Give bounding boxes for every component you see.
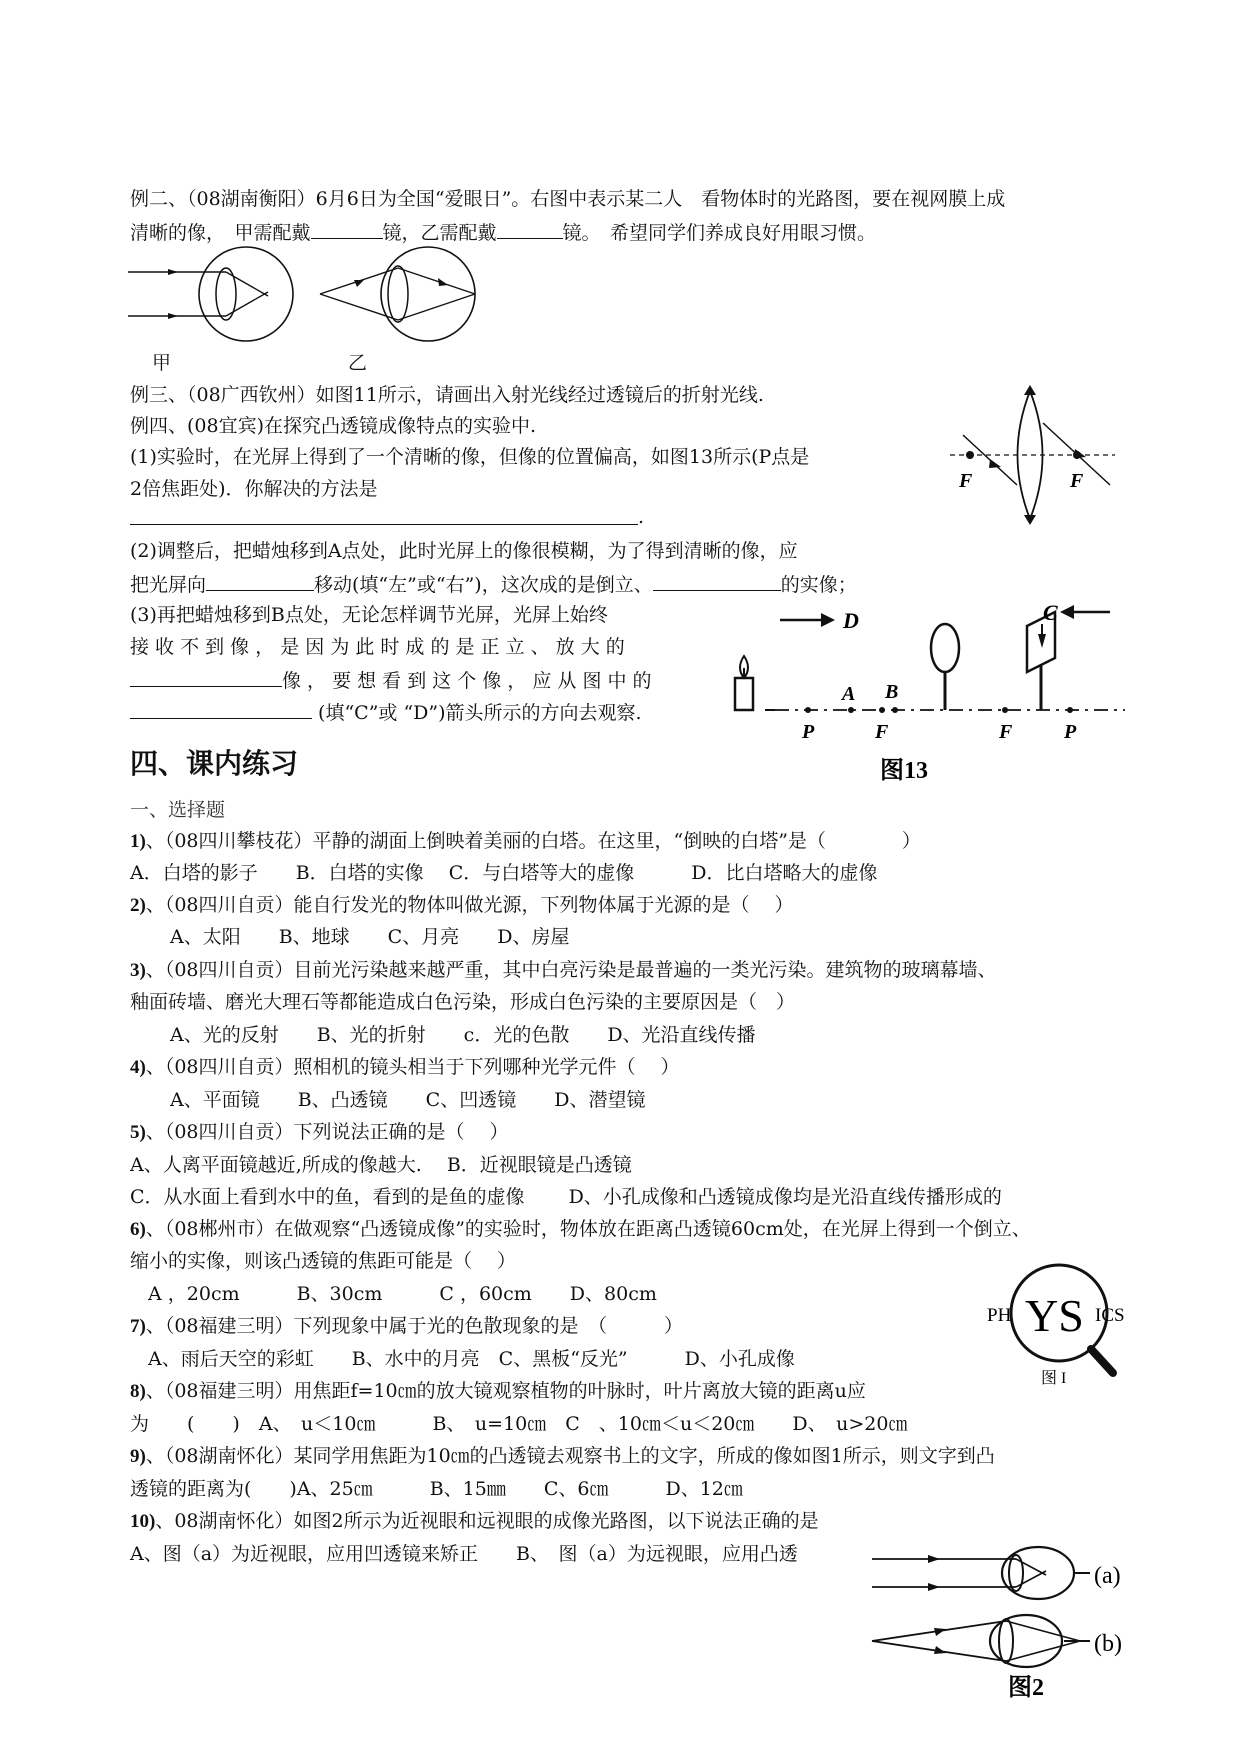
eye-jia	[128, 247, 293, 341]
eye-b	[872, 1615, 1090, 1667]
figure-1-caption: 图 I	[1041, 1370, 1067, 1387]
label-p-left: P	[802, 721, 815, 743]
fig1-text-right: ICS	[1095, 1305, 1125, 1326]
ex4-line2: (1)实验时，在光屏上得到了一个清晰的像，但像的位置偏高，如图13所示(P点是	[130, 446, 810, 468]
q4-text: 、（08四川自贡）照相机的镜头相当于下列哪种光学元件（ ）	[145, 1056, 680, 1078]
answer-blank-image-type[interactable]	[653, 570, 781, 591]
blank-end-dot: .	[638, 506, 645, 528]
arrow-c	[1060, 605, 1110, 619]
q2-options[interactable]: A、太阳 B、地球 C、月亮 D、房屋	[170, 926, 570, 948]
ex4-line9	[130, 698, 642, 726]
section-subtitle: 一、选择题	[130, 799, 226, 821]
fig1-text-mid: YS	[1025, 1290, 1084, 1341]
q10-number: 10)	[130, 1511, 156, 1532]
ex3-line1: 例三、（08广西钦州）如图11所示，请画出入射光线经过透镜后的折射光线.	[130, 384, 764, 406]
ex2-text-a: 清晰的像， 甲需配戴	[130, 222, 311, 244]
ex4-line6: (3)再把蜡烛移到B点处，无论怎样调节光屏，光屏上始终	[130, 604, 608, 626]
q6-number: 6)	[130, 1219, 146, 1240]
q7-number: 7)	[130, 1316, 146, 1337]
figure-13	[715, 598, 1135, 788]
q5-options-1[interactable]: A、人离平面镜越近,所成的像越大. B．近视眼镜是凸透镜	[130, 1154, 632, 1176]
fig1-text-left: PH	[987, 1305, 1012, 1326]
figure-2-caption: 图2	[1008, 1675, 1044, 1701]
question-5	[130, 1119, 509, 1146]
f-label-right: F	[1070, 470, 1084, 492]
q3-text-2: 釉面砖墙、磨光大理石等都能造成白色污染，形成白色污染的主要原因是（ ）	[130, 991, 796, 1013]
q5-number: 5)	[130, 1122, 146, 1143]
ex2-text-c: 镜。 希望同学们养成良好用眼习惯。	[562, 222, 877, 244]
ex4-line4: (2)调整后，把蜡烛移到A点处，此时光屏上的像很模糊，为了得到清晰的像，应	[130, 540, 798, 562]
answer-blank-method[interactable]	[130, 508, 638, 525]
ex2-text-b: 镜，乙需配戴	[382, 222, 497, 244]
q4-number: 4)	[130, 1057, 146, 1078]
ex4-line3: 2倍焦距处)．你解决的方法是	[130, 478, 378, 500]
ex4-l8-text: 像 ， 要 想 看 到 这 个 像 ， 应 从 图 中 的	[282, 670, 652, 692]
ex4-l5-b: 移动(填“左”或“右”)，这次成的是倒立、	[314, 574, 653, 596]
question-10	[130, 1508, 819, 1535]
label-a: A	[842, 683, 856, 705]
q4-options[interactable]: A、平面镜 B、凸透镜 C、凹透镜 D、潜望镜	[170, 1089, 646, 1111]
fig2-label-a: (a)	[1094, 1563, 1121, 1589]
q6-options[interactable]: A ，20cm B、30cm C ，60cm D、80cm	[148, 1283, 657, 1305]
ex4-line1: 例四、(08宜宾)在探究凸透镜成像特点的实验中.	[130, 415, 537, 437]
light-screen	[1027, 612, 1055, 710]
ex4-l5-a: 把光屏向	[130, 574, 207, 596]
q1-text: 、（08四川攀枝花）平静的湖面上倒映着美丽的白塔。在这里，“倒映的白塔”是（ ）	[145, 830, 921, 852]
q1-number: 1)	[130, 831, 146, 852]
q9-text: 、（08湖南怀化）某同学用焦距为10㎝的凸透镜去观察书上的文字，所成的像如图1所示，则文字到凸	[145, 1445, 995, 1467]
convex-lens-shape	[1018, 391, 1043, 519]
eye-yi-figure	[318, 240, 518, 360]
q6-text-2: 缩小的实像，则该凸透镜的焦距可能是（ ）	[130, 1250, 517, 1272]
figure-13-caption: 图13	[880, 758, 928, 784]
label-d: D	[843, 608, 859, 633]
q10-text: 、08湖南怀化）如图2所示为近视眼和远视眼的成像光路图，以下说法正确的是	[155, 1510, 819, 1532]
eye-yi	[320, 247, 475, 341]
q10-options[interactable]: A、图（a）为近视眼，应用凹透镜来矫正 B、 图（a）为远视眼，应用凸透	[130, 1543, 798, 1565]
q5-options-2[interactable]: C．从水面上看到水中的鱼，看到的是鱼的虚像 D、小孔成像和凸透镜成像均是光沿直线传播形成的	[130, 1186, 1002, 1208]
label-yi: 乙	[348, 352, 368, 374]
section-title: 四、课内练习	[130, 747, 299, 780]
q1-options[interactable]: A．白塔的影子 B．白塔的实像 C．与白塔等大的虚像 D．比白塔略大的虚像	[130, 862, 878, 884]
ex2-line1: 例二、（08湖南衡阳）6月6日为全国“爱眼日”。右图中表示某二人 看物体时的光路图，要在视网膜上成	[130, 188, 1006, 210]
arrow-d	[780, 613, 835, 627]
label-b: B	[885, 681, 899, 703]
ex4-line5	[130, 570, 857, 598]
question-6	[130, 1216, 1031, 1243]
ex4-line7: 接 收 不 到 像 ， 是 因 为 此 时 成 的 是 正 立 、 放 大 的	[130, 636, 625, 658]
candle	[735, 656, 753, 710]
question-8	[130, 1378, 866, 1405]
figure-1-magnifier	[985, 1255, 1135, 1390]
label-jia: 甲	[152, 352, 172, 374]
question-1	[130, 828, 921, 855]
question-2	[130, 892, 794, 919]
magnifier-handle	[1091, 1349, 1113, 1373]
q3-text: 、（08四川自贡）目前光污染越来越严重，其中白亮污染是最普遍的一类光污染。建筑物的玻璃幕墙、	[145, 959, 997, 981]
q7-text: 、（08福建三明）下列现象中属于光的色散现象的是 （ ）	[145, 1315, 684, 1337]
answer-blank-direction[interactable]	[206, 570, 314, 591]
q5-text: 、（08四川自贡）下列说法正确的是（ ）	[145, 1121, 509, 1143]
ex4-line8	[130, 666, 652, 694]
q3-options[interactable]: A、光的反射 B、光的折射 c．光的色散 D、光沿直线传播	[170, 1024, 756, 1046]
eye-a	[872, 1547, 1090, 1599]
q8-text: 、（08福建三明）用焦距f=10㎝的放大镜观察植物的叶脉时，叶片离放大镜的距离u应	[145, 1380, 866, 1402]
label-p-right: P	[1064, 721, 1077, 743]
question-3	[130, 957, 997, 984]
q3-number: 3)	[130, 960, 146, 981]
q8-options[interactable]: 为 ( ) A、 u＜10㎝ B、 u=10㎝ C 、10㎝＜u＜20㎝ D、 u>20㎝	[130, 1413, 908, 1435]
q8-number: 8)	[130, 1381, 146, 1402]
q6-text: 、（08郴州市）在做观察“凸透镜成像”的实验时，物体放在距离凸透镜60cm处，在光屏上得到一个倒立、	[145, 1218, 1031, 1240]
question-9	[130, 1443, 995, 1470]
lens	[931, 624, 959, 710]
q9-number: 9)	[130, 1446, 146, 1467]
label-c: C	[1043, 600, 1058, 625]
figure-2	[868, 1545, 1168, 1725]
label-f-right: F	[999, 721, 1013, 743]
question-7	[130, 1313, 683, 1340]
label-f-left: F	[875, 721, 889, 743]
ex4-l9-text: (填“C”或 “D”)箭头所示的方向去观察.	[318, 702, 642, 724]
q2-text: 、（08四川自贡）能自行发光的物体叫做光源，下列物体属于光源的是（ ）	[145, 894, 794, 916]
question-4	[130, 1054, 680, 1081]
q7-options[interactable]: A、雨后天空的彩虹 B、水中的月亮 C、黑板“反光” D、小孔成像	[148, 1348, 795, 1370]
q2-number: 2)	[130, 895, 146, 916]
lens-refraction-figure	[945, 385, 1120, 530]
f-label-left: F	[959, 470, 973, 492]
answer-blank-jia[interactable]	[311, 218, 383, 239]
answer-blank-arrow[interactable]	[130, 698, 312, 719]
answer-blank-yi[interactable]	[497, 218, 563, 239]
ex4-l5-c: 的实像；	[780, 574, 857, 596]
q9-options[interactable]: 透镜的距离为( )A、25㎝ B、15㎜ C、6㎝ D、12㎝	[130, 1478, 743, 1500]
answer-blank-virtual[interactable]	[130, 666, 282, 687]
fig2-label-b: (b)	[1094, 1631, 1122, 1657]
